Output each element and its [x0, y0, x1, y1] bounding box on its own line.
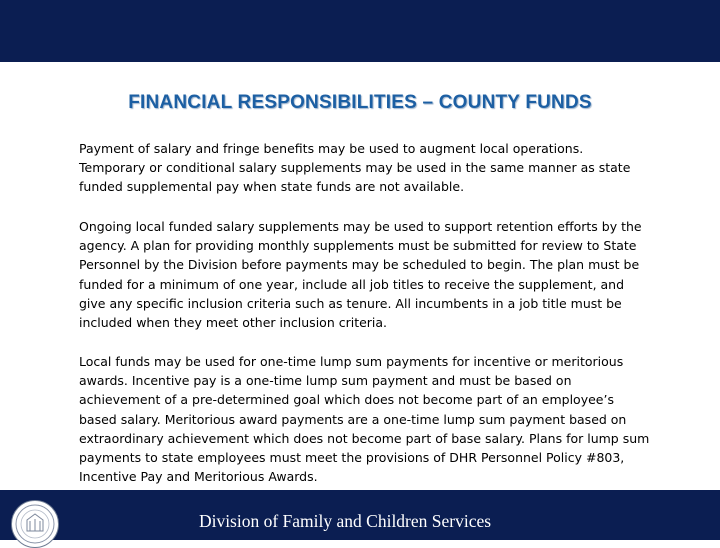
paragraph-salary-supplements: Ongoing local funded salary supplements may be used to support retention efforts by the agency. A plan for providing monthly supplements must be submitted for review to State Personnel by the Division before payments may be scheduled to begin. The plan must be funded for a minimum of one year, include all job titles to receive the supplement, and give any specific inclusion criteria such as tenure. All incumbents in a job title must be included when they meet other inclusion criteria.: [79, 219, 642, 331]
paragraph-lump-sum-awards: Local funds may be used for one-time lump sum payments for incentive or meritorious awards. Incentive pay is a one-time lump sum payment and must be based on achievement of a pre-determined goal which does not become part of an employee’s based salary. Meritorious award payments are a one-time lump sum payment based on extraordinary achievement which does not become part of base salary. Plans for lump sum payments to state employees must meet the provisions of DHR Personnel Policy #803, Incentive Pay and Meritorious Awards.: [79, 354, 650, 485]
top-banner: [0, 0, 720, 62]
footer-organization: Division of Family and Children Services: [198, 511, 492, 531]
slide-title: FINANCIAL RESPONSIBILITIES – COUNTY FUNDS: [128, 92, 592, 113]
paragraph-salary-fringe: Payment of salary and fringe benefits may be used to augment local operations. Temporary or conditional salary supplements may be used in the same manner as state funded supplemental pay when state funds are not available.: [79, 141, 631, 195]
